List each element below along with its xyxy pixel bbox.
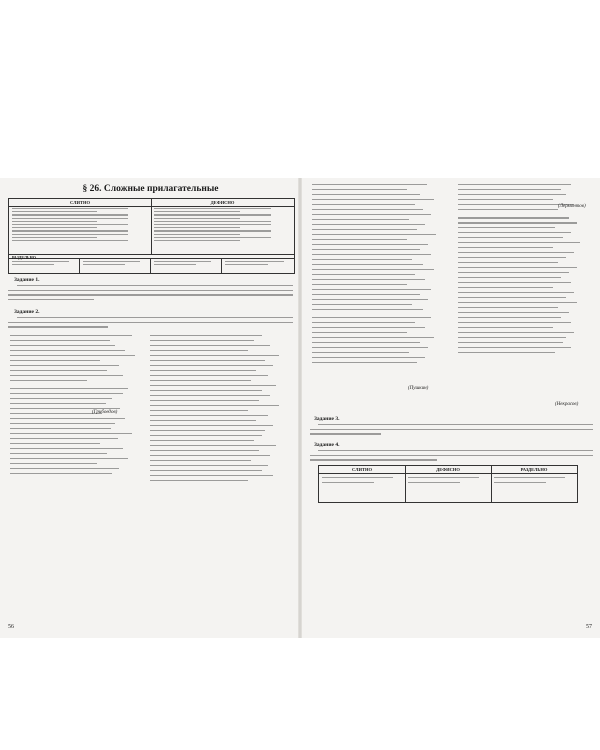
task-3-text [310, 424, 593, 438]
answer-header-razdelno: РАЗДЕЛЬНО [491, 466, 577, 474]
poem-column-3 [312, 184, 447, 367]
task-2-text [8, 317, 293, 331]
rule-header-defisno: ДЕФИСНО [151, 199, 294, 207]
rule-column-slitno [9, 206, 152, 254]
right-page [300, 178, 600, 638]
answer-header-slitno: СЛИТНО [319, 466, 406, 474]
book-spread [0, 178, 600, 638]
left-attribution: (Грибоедов) [92, 410, 118, 415]
answer-column-defisno [405, 473, 492, 502]
task-1-heading: Задание 1. [14, 277, 40, 283]
rule-table [8, 198, 295, 274]
attribution-nekrasov: (Некрасов) [555, 402, 579, 407]
task-4-text [310, 450, 593, 464]
task-3-heading: Задание 3. [314, 416, 340, 422]
answer-header-defisno: ДЕФИСНО [405, 466, 492, 474]
attribution-pushkin: (Пушкин) [408, 386, 429, 391]
rule-bottom-row [9, 259, 294, 273]
section-title: § 26. Сложные прилагательные [82, 184, 219, 194]
poem-column-2 [150, 335, 290, 485]
rule-header-slitno: СЛИТНО [9, 199, 152, 207]
attribution-lermontov: (Лермонтов) [558, 204, 586, 209]
answer-column-slitno [319, 473, 406, 502]
answer-column-razdelno [491, 473, 577, 502]
answer-table [318, 465, 578, 503]
poem-column-1 [10, 335, 138, 478]
poem-column-4 [458, 184, 593, 357]
left-page [0, 178, 300, 638]
right-page-number: 57 [586, 624, 592, 630]
task-1-text [8, 285, 293, 303]
left-page-number: 56 [8, 624, 14, 630]
rule-column-defisno [151, 206, 294, 254]
task-4-heading: Задание 4. [314, 442, 340, 448]
rule-razdelno-row: РАЗДЕЛЬНО [9, 254, 294, 259]
task-2-heading: Задание 2. [14, 309, 40, 315]
